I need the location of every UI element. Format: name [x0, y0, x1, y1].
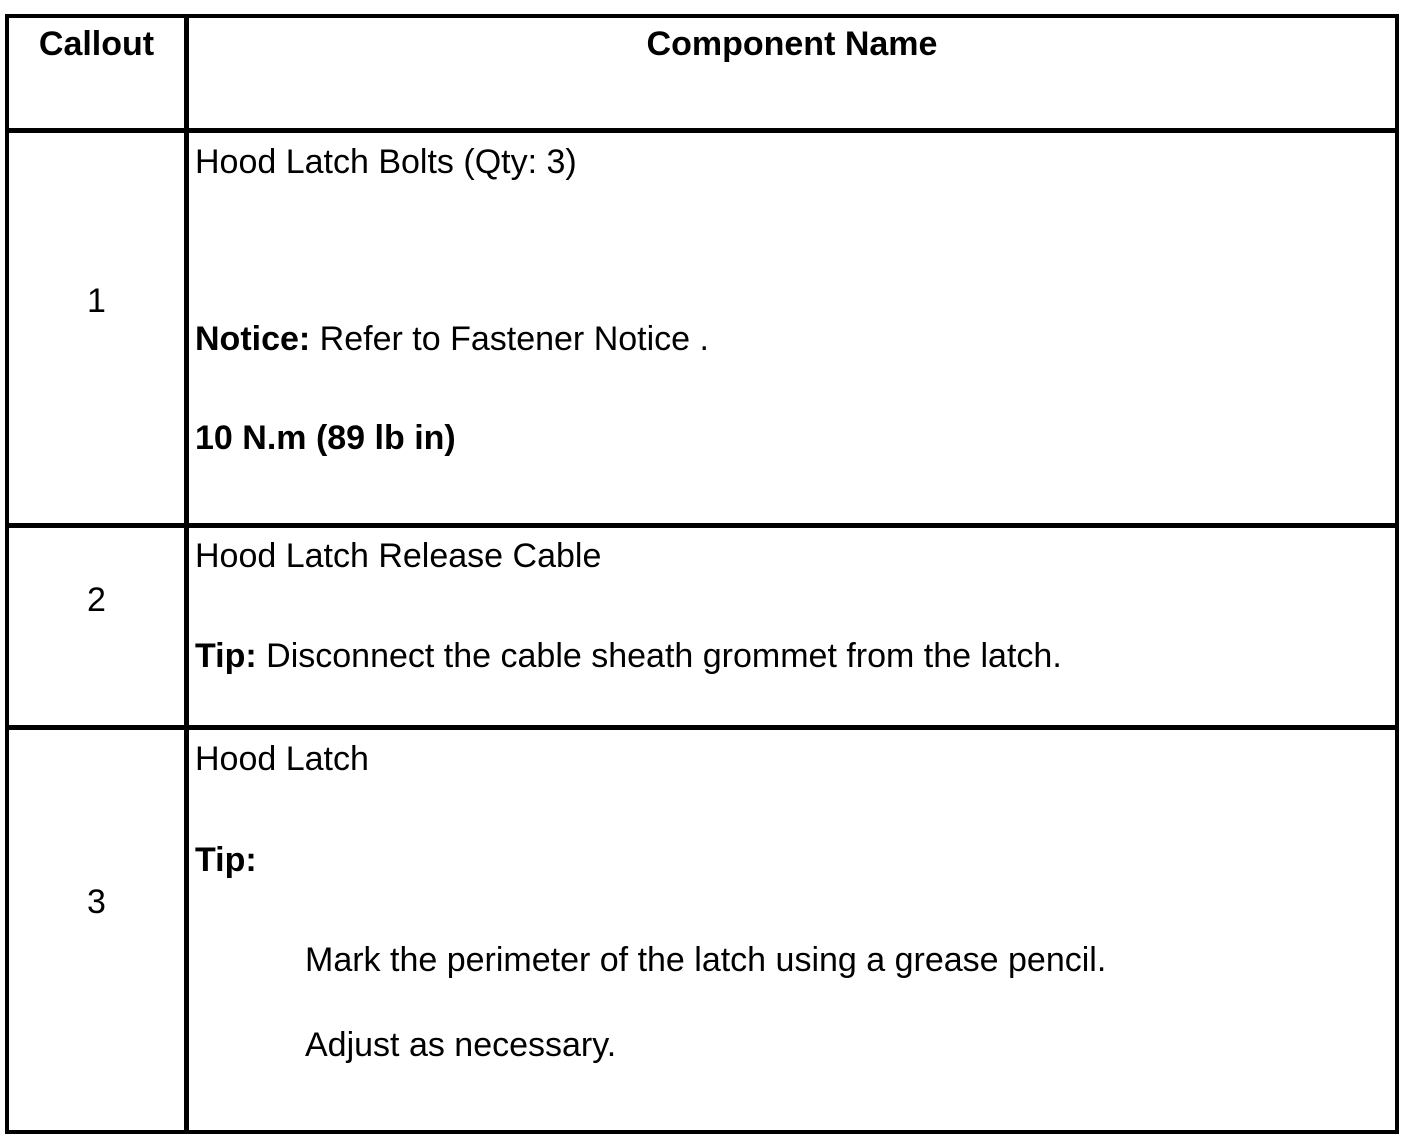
row-divider	[9, 725, 1395, 730]
notice-text: Refer to Fastener Notice .	[310, 320, 709, 358]
header-divider	[9, 128, 1395, 133]
torque-spec: 10 N.m (89 lb in)	[195, 419, 456, 457]
column-divider	[184, 18, 189, 1130]
tip-label: Tip:	[195, 841, 257, 879]
component-name: Hood Latch	[195, 740, 369, 778]
callout-header: Callout	[38, 25, 155, 63]
row-divider	[9, 523, 1395, 528]
callout-number: 3	[87, 883, 106, 921]
tip-step: Adjust as necessary.	[305, 1026, 617, 1064]
component-name: Hood Latch Bolts (Qty: 3)	[195, 143, 577, 181]
notice-label: Notice:	[195, 320, 311, 358]
tip-text: Disconnect the cable sheath grommet from the latch.	[256, 637, 1062, 675]
tip-line	[195, 636, 1062, 676]
component-name: Hood Latch Release Cable	[195, 537, 602, 575]
callout-number: 2	[87, 581, 106, 619]
callout-number: 1	[87, 282, 106, 320]
tip-step: Mark the perimeter of the latch using a grease pencil.	[305, 941, 1107, 979]
component-table	[5, 14, 1399, 1134]
tip-label: Tip:	[195, 637, 257, 675]
notice-line	[195, 319, 709, 359]
component-name-header: Component Name	[646, 25, 938, 63]
